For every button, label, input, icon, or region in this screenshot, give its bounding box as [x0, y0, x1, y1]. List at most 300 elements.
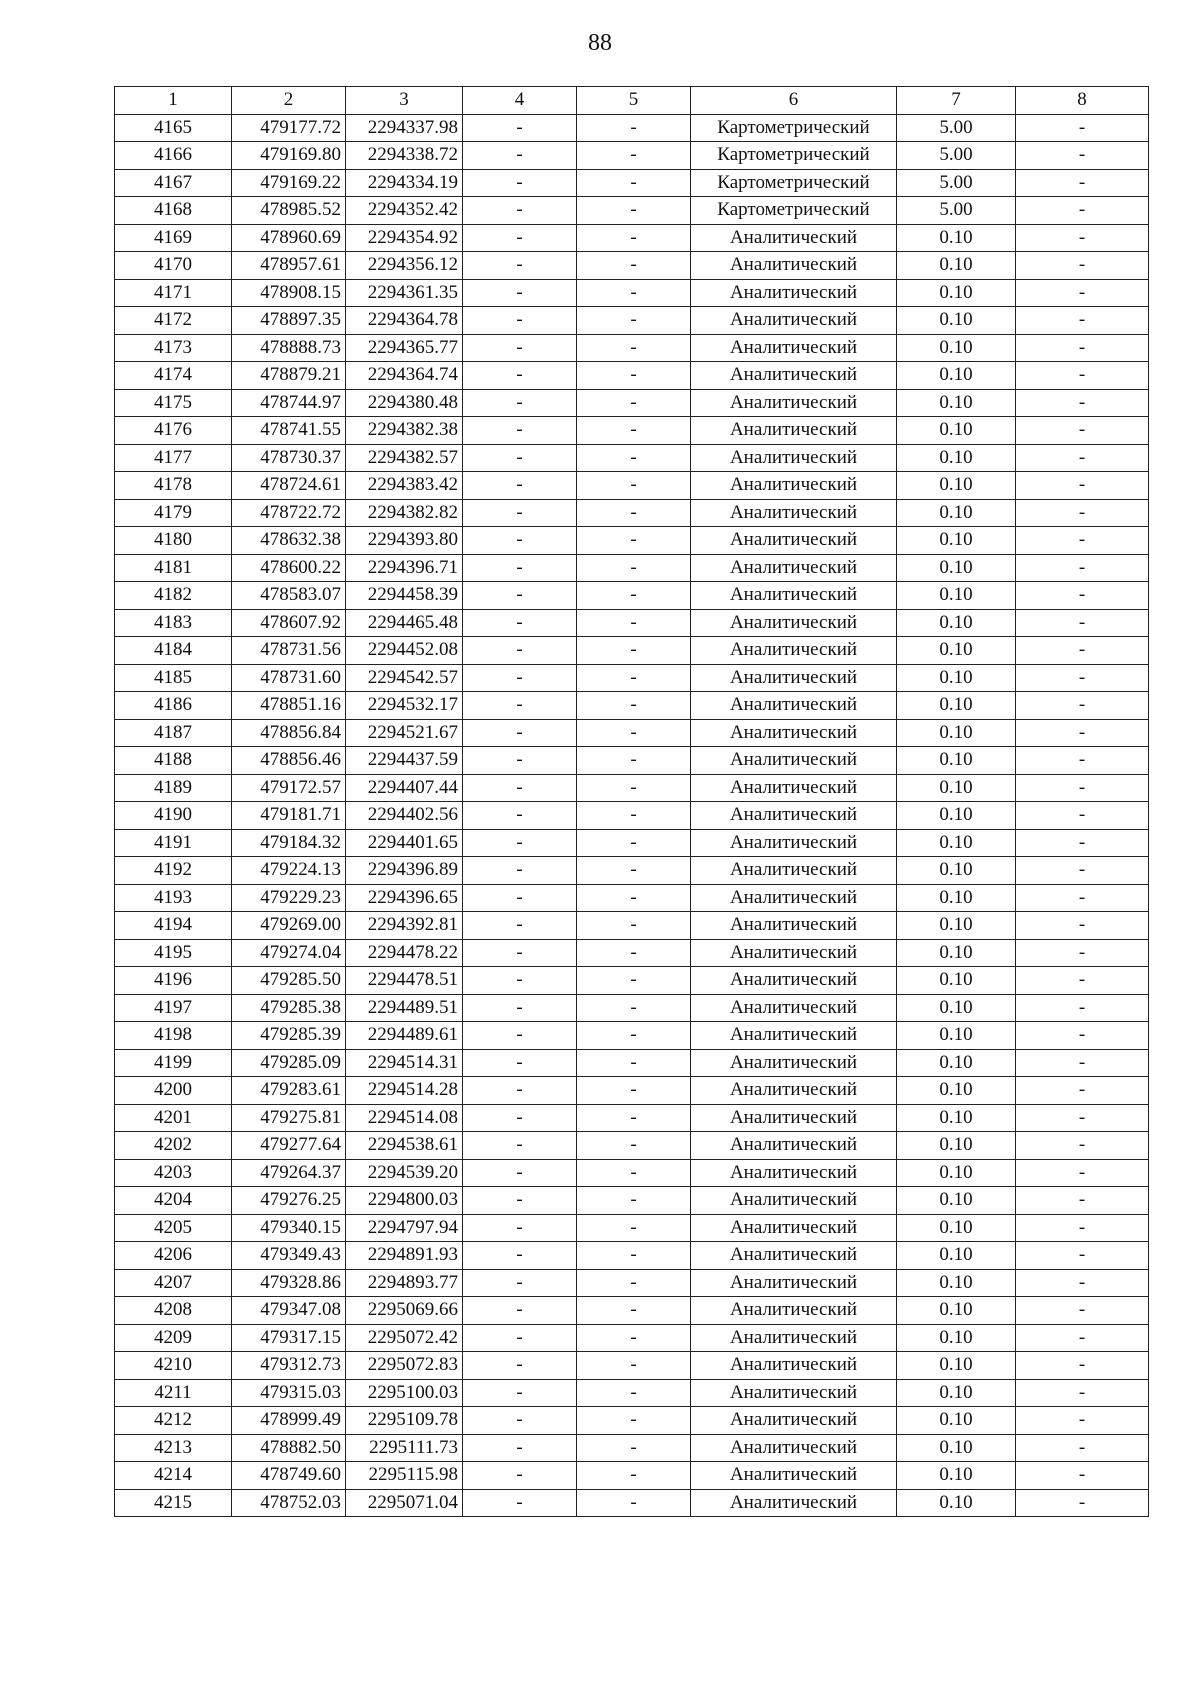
accuracy-cell: 0.10	[897, 1462, 1016, 1490]
table-row	[115, 1407, 1149, 1435]
column-5-cell: -	[577, 829, 691, 857]
x-coordinate-cell: 478960.69	[232, 224, 346, 252]
column-5-cell: -	[577, 582, 691, 610]
column-4-cell: -	[463, 582, 577, 610]
column-5-cell: -	[577, 747, 691, 775]
table-row	[115, 527, 1149, 555]
method-cell: Аналитический	[691, 884, 897, 912]
table-row	[115, 967, 1149, 995]
column-8-cell: -	[1016, 884, 1149, 912]
point-number-cell: 4189	[115, 774, 232, 802]
method-cell: Аналитический	[691, 747, 897, 775]
column-5-cell: -	[577, 197, 691, 225]
point-number-cell: 4196	[115, 967, 232, 995]
column-4-cell: -	[463, 1187, 577, 1215]
method-cell: Аналитический	[691, 939, 897, 967]
y-coordinate-cell: 2294478.51	[346, 967, 463, 995]
table-row	[115, 169, 1149, 197]
column-5-cell: -	[577, 252, 691, 280]
y-coordinate-cell: 2294402.56	[346, 802, 463, 830]
column-5-cell: -	[577, 279, 691, 307]
method-cell: Аналитический	[691, 389, 897, 417]
column-5-cell: -	[577, 1104, 691, 1132]
accuracy-cell: 0.10	[897, 252, 1016, 280]
column-header: 2	[232, 87, 346, 115]
x-coordinate-cell: 478985.52	[232, 197, 346, 225]
table-row	[115, 994, 1149, 1022]
method-cell: Аналитический	[691, 692, 897, 720]
column-4-cell: -	[463, 362, 577, 390]
column-8-cell: -	[1016, 719, 1149, 747]
column-8-cell: -	[1016, 417, 1149, 445]
accuracy-cell: 0.10	[897, 472, 1016, 500]
point-number-cell: 4210	[115, 1352, 232, 1380]
column-5-cell: -	[577, 1214, 691, 1242]
column-8-cell: -	[1016, 582, 1149, 610]
column-5-cell: -	[577, 554, 691, 582]
column-8-cell: -	[1016, 252, 1149, 280]
column-5-cell: -	[577, 774, 691, 802]
x-coordinate-cell: 479276.25	[232, 1187, 346, 1215]
column-header: 8	[1016, 87, 1149, 115]
table-row	[115, 1187, 1149, 1215]
column-4-cell: -	[463, 692, 577, 720]
column-5-cell: -	[577, 1022, 691, 1050]
accuracy-cell: 0.10	[897, 307, 1016, 335]
accuracy-cell: 0.10	[897, 417, 1016, 445]
column-4-cell: -	[463, 829, 577, 857]
x-coordinate-cell: 479347.08	[232, 1297, 346, 1325]
x-coordinate-cell: 478724.61	[232, 472, 346, 500]
point-number-cell: 4190	[115, 802, 232, 830]
accuracy-cell: 0.10	[897, 279, 1016, 307]
column-5-cell: -	[577, 417, 691, 445]
table-row	[115, 362, 1149, 390]
y-coordinate-cell: 2294532.17	[346, 692, 463, 720]
column-5-cell: -	[577, 169, 691, 197]
x-coordinate-cell: 478731.60	[232, 664, 346, 692]
column-5-cell: -	[577, 1269, 691, 1297]
column-5-cell: -	[577, 1297, 691, 1325]
column-8-cell: -	[1016, 994, 1149, 1022]
column-4-cell: -	[463, 719, 577, 747]
column-5-cell: -	[577, 1324, 691, 1352]
column-4-cell: -	[463, 664, 577, 692]
y-coordinate-cell: 2294893.77	[346, 1269, 463, 1297]
accuracy-cell: 0.10	[897, 1104, 1016, 1132]
y-coordinate-cell: 2294407.44	[346, 774, 463, 802]
method-cell: Аналитический	[691, 1462, 897, 1490]
y-coordinate-cell: 2294891.93	[346, 1242, 463, 1270]
method-cell: Картометрический	[691, 142, 897, 170]
column-4-cell: -	[463, 1379, 577, 1407]
point-number-cell: 4213	[115, 1434, 232, 1462]
column-8-cell: -	[1016, 1187, 1149, 1215]
method-cell: Аналитический	[691, 1269, 897, 1297]
x-coordinate-cell: 478607.92	[232, 609, 346, 637]
method-cell: Аналитический	[691, 307, 897, 335]
y-coordinate-cell: 2294489.61	[346, 1022, 463, 1050]
column-5-cell: -	[577, 1049, 691, 1077]
method-cell: Аналитический	[691, 1489, 897, 1517]
column-header: 3	[346, 87, 463, 115]
column-4-cell: -	[463, 884, 577, 912]
point-number-cell: 4169	[115, 224, 232, 252]
table-row	[115, 1352, 1149, 1380]
x-coordinate-cell: 478730.37	[232, 444, 346, 472]
point-number-cell: 4172	[115, 307, 232, 335]
column-8-cell: -	[1016, 1077, 1149, 1105]
point-number-cell: 4166	[115, 142, 232, 170]
table-row	[115, 389, 1149, 417]
x-coordinate-cell: 479349.43	[232, 1242, 346, 1270]
accuracy-cell: 0.10	[897, 637, 1016, 665]
x-coordinate-cell: 478882.50	[232, 1434, 346, 1462]
y-coordinate-cell: 2294382.82	[346, 499, 463, 527]
accuracy-cell: 0.10	[897, 747, 1016, 775]
y-coordinate-cell: 2295115.98	[346, 1462, 463, 1490]
method-cell: Аналитический	[691, 499, 897, 527]
column-5-cell: -	[577, 857, 691, 885]
method-cell: Аналитический	[691, 1104, 897, 1132]
y-coordinate-cell: 2294521.67	[346, 719, 463, 747]
column-5-cell: -	[577, 967, 691, 995]
column-8-cell: -	[1016, 1242, 1149, 1270]
column-8-cell: -	[1016, 1132, 1149, 1160]
y-coordinate-cell: 2294396.71	[346, 554, 463, 582]
point-number-cell: 4209	[115, 1324, 232, 1352]
table-row	[115, 637, 1149, 665]
x-coordinate-cell: 479229.23	[232, 884, 346, 912]
column-4-cell: -	[463, 527, 577, 555]
accuracy-cell: 0.10	[897, 1324, 1016, 1352]
point-number-cell: 4168	[115, 197, 232, 225]
point-number-cell: 4193	[115, 884, 232, 912]
accuracy-cell: 0.10	[897, 609, 1016, 637]
column-8-cell: -	[1016, 169, 1149, 197]
x-coordinate-cell: 478897.35	[232, 307, 346, 335]
column-4-cell: -	[463, 444, 577, 472]
column-8-cell: -	[1016, 279, 1149, 307]
column-header: 7	[897, 87, 1016, 115]
accuracy-cell: 5.00	[897, 142, 1016, 170]
column-4-cell: -	[463, 1077, 577, 1105]
method-cell: Аналитический	[691, 1297, 897, 1325]
x-coordinate-cell: 478856.84	[232, 719, 346, 747]
method-cell: Аналитический	[691, 1022, 897, 1050]
accuracy-cell: 0.10	[897, 499, 1016, 527]
x-coordinate-cell: 479285.39	[232, 1022, 346, 1050]
accuracy-cell: 0.10	[897, 719, 1016, 747]
column-5-cell: -	[577, 1077, 691, 1105]
x-coordinate-cell: 478752.03	[232, 1489, 346, 1517]
accuracy-cell: 0.10	[897, 224, 1016, 252]
x-coordinate-cell: 478632.38	[232, 527, 346, 555]
accuracy-cell: 0.10	[897, 527, 1016, 555]
y-coordinate-cell: 2295069.66	[346, 1297, 463, 1325]
table-row	[115, 1132, 1149, 1160]
point-number-cell: 4203	[115, 1159, 232, 1187]
column-8-cell: -	[1016, 1324, 1149, 1352]
column-8-cell: -	[1016, 1352, 1149, 1380]
y-coordinate-cell: 2294489.51	[346, 994, 463, 1022]
column-8-cell: -	[1016, 1407, 1149, 1435]
accuracy-cell: 5.00	[897, 197, 1016, 225]
accuracy-cell: 0.10	[897, 1187, 1016, 1215]
page-number: 88	[588, 30, 612, 56]
column-5-cell: -	[577, 1187, 691, 1215]
column-8-cell: -	[1016, 664, 1149, 692]
accuracy-cell: 0.10	[897, 362, 1016, 390]
method-cell: Аналитический	[691, 1352, 897, 1380]
column-header: 5	[577, 87, 691, 115]
column-4-cell: -	[463, 279, 577, 307]
table-row	[115, 224, 1149, 252]
column-8-cell: -	[1016, 1022, 1149, 1050]
method-cell: Аналитический	[691, 1187, 897, 1215]
accuracy-cell: 0.10	[897, 1159, 1016, 1187]
column-5-cell: -	[577, 444, 691, 472]
column-8-cell: -	[1016, 1214, 1149, 1242]
point-number-cell: 4192	[115, 857, 232, 885]
x-coordinate-cell: 479177.72	[232, 114, 346, 142]
column-5-cell: -	[577, 884, 691, 912]
point-number-cell: 4179	[115, 499, 232, 527]
column-8-cell: -	[1016, 554, 1149, 582]
column-8-cell: -	[1016, 197, 1149, 225]
column-8-cell: -	[1016, 747, 1149, 775]
accuracy-cell: 0.10	[897, 389, 1016, 417]
table-row	[115, 197, 1149, 225]
column-8-cell: -	[1016, 857, 1149, 885]
accuracy-cell: 0.10	[897, 829, 1016, 857]
accuracy-cell: 0.10	[897, 884, 1016, 912]
point-number-cell: 4170	[115, 252, 232, 280]
column-5-cell: -	[577, 994, 691, 1022]
method-cell: Картометрический	[691, 114, 897, 142]
column-4-cell: -	[463, 1214, 577, 1242]
table-row	[115, 279, 1149, 307]
x-coordinate-cell: 478957.61	[232, 252, 346, 280]
accuracy-cell: 0.10	[897, 1434, 1016, 1462]
column-4-cell: -	[463, 1242, 577, 1270]
x-coordinate-cell: 478741.55	[232, 417, 346, 445]
column-5-cell: -	[577, 664, 691, 692]
point-number-cell: 4195	[115, 939, 232, 967]
method-cell: Аналитический	[691, 774, 897, 802]
y-coordinate-cell: 2294514.08	[346, 1104, 463, 1132]
accuracy-cell: 0.10	[897, 1352, 1016, 1380]
x-coordinate-cell: 479312.73	[232, 1352, 346, 1380]
point-number-cell: 4178	[115, 472, 232, 500]
x-coordinate-cell: 478851.16	[232, 692, 346, 720]
y-coordinate-cell: 2294539.20	[346, 1159, 463, 1187]
table-row	[115, 1022, 1149, 1050]
y-coordinate-cell: 2294514.31	[346, 1049, 463, 1077]
y-coordinate-cell: 2294542.57	[346, 664, 463, 692]
column-4-cell: -	[463, 307, 577, 335]
column-4-cell: -	[463, 1159, 577, 1187]
column-4-cell: -	[463, 1434, 577, 1462]
accuracy-cell: 0.10	[897, 912, 1016, 940]
table-row	[115, 939, 1149, 967]
point-number-cell: 4200	[115, 1077, 232, 1105]
y-coordinate-cell: 2295109.78	[346, 1407, 463, 1435]
method-cell: Аналитический	[691, 1434, 897, 1462]
column-4-cell: -	[463, 1269, 577, 1297]
point-number-cell: 4212	[115, 1407, 232, 1435]
column-5-cell: -	[577, 1379, 691, 1407]
method-cell: Аналитический	[691, 1132, 897, 1160]
column-8-cell: -	[1016, 1434, 1149, 1462]
point-number-cell: 4182	[115, 582, 232, 610]
column-8-cell: -	[1016, 389, 1149, 417]
column-4-cell: -	[463, 747, 577, 775]
column-4-cell: -	[463, 1352, 577, 1380]
column-5-cell: -	[577, 1434, 691, 1462]
y-coordinate-cell: 2294800.03	[346, 1187, 463, 1215]
method-cell: Аналитический	[691, 829, 897, 857]
point-number-cell: 4188	[115, 747, 232, 775]
method-cell: Аналитический	[691, 362, 897, 390]
point-number-cell: 4215	[115, 1489, 232, 1517]
accuracy-cell: 5.00	[897, 114, 1016, 142]
column-4-cell: -	[463, 169, 577, 197]
column-8-cell: -	[1016, 114, 1149, 142]
column-8-cell: -	[1016, 472, 1149, 500]
x-coordinate-cell: 478744.97	[232, 389, 346, 417]
column-5-cell: -	[577, 527, 691, 555]
column-5-cell: -	[577, 224, 691, 252]
x-coordinate-cell: 478722.72	[232, 499, 346, 527]
accuracy-cell: 0.10	[897, 1297, 1016, 1325]
method-cell: Аналитический	[691, 554, 897, 582]
method-cell: Аналитический	[691, 1214, 897, 1242]
method-cell: Аналитический	[691, 224, 897, 252]
point-number-cell: 4201	[115, 1104, 232, 1132]
y-coordinate-cell: 2294458.39	[346, 582, 463, 610]
point-number-cell: 4176	[115, 417, 232, 445]
column-4-cell: -	[463, 389, 577, 417]
method-cell: Аналитический	[691, 444, 897, 472]
y-coordinate-cell: 2294797.94	[346, 1214, 463, 1242]
y-coordinate-cell: 2295072.42	[346, 1324, 463, 1352]
x-coordinate-cell: 479269.00	[232, 912, 346, 940]
accuracy-cell: 0.10	[897, 1132, 1016, 1160]
method-cell: Аналитический	[691, 334, 897, 362]
table-row	[115, 334, 1149, 362]
method-cell: Аналитический	[691, 1077, 897, 1105]
method-cell: Аналитический	[691, 857, 897, 885]
point-number-cell: 4199	[115, 1049, 232, 1077]
column-8-cell: -	[1016, 1104, 1149, 1132]
point-number-cell: 4183	[115, 609, 232, 637]
column-8-cell: -	[1016, 939, 1149, 967]
column-4-cell: -	[463, 1489, 577, 1517]
column-4-cell: -	[463, 912, 577, 940]
point-number-cell: 4180	[115, 527, 232, 555]
column-8-cell: -	[1016, 444, 1149, 472]
point-number-cell: 4181	[115, 554, 232, 582]
table-row	[115, 1489, 1149, 1517]
column-8-cell: -	[1016, 774, 1149, 802]
point-number-cell: 4208	[115, 1297, 232, 1325]
accuracy-cell: 0.10	[897, 582, 1016, 610]
point-number-cell: 4185	[115, 664, 232, 692]
point-number-cell: 4173	[115, 334, 232, 362]
x-coordinate-cell: 478749.60	[232, 1462, 346, 1490]
column-8-cell: -	[1016, 1297, 1149, 1325]
table-row	[115, 774, 1149, 802]
column-4-cell: -	[463, 637, 577, 665]
y-coordinate-cell: 2294478.22	[346, 939, 463, 967]
column-4-cell: -	[463, 142, 577, 170]
column-8-cell: -	[1016, 609, 1149, 637]
x-coordinate-cell: 478999.49	[232, 1407, 346, 1435]
point-number-cell: 4175	[115, 389, 232, 417]
table-row	[115, 692, 1149, 720]
x-coordinate-cell: 479328.86	[232, 1269, 346, 1297]
table-row	[115, 417, 1149, 445]
column-4-cell: -	[463, 197, 577, 225]
accuracy-cell: 0.10	[897, 692, 1016, 720]
accuracy-cell: 0.10	[897, 1489, 1016, 1517]
column-4-cell: -	[463, 1132, 577, 1160]
column-8-cell: -	[1016, 1159, 1149, 1187]
column-8-cell: -	[1016, 1462, 1149, 1490]
x-coordinate-cell: 478583.07	[232, 582, 346, 610]
method-cell: Аналитический	[691, 252, 897, 280]
x-coordinate-cell: 479172.57	[232, 774, 346, 802]
y-coordinate-cell: 2294393.80	[346, 527, 463, 555]
accuracy-cell: 0.10	[897, 857, 1016, 885]
method-cell: Аналитический	[691, 802, 897, 830]
accuracy-cell: 0.10	[897, 444, 1016, 472]
table-row	[115, 1077, 1149, 1105]
column-8-cell: -	[1016, 829, 1149, 857]
table-row	[115, 499, 1149, 527]
column-4-cell: -	[463, 1324, 577, 1352]
column-8-cell: -	[1016, 692, 1149, 720]
x-coordinate-cell: 479285.50	[232, 967, 346, 995]
point-number-cell: 4206	[115, 1242, 232, 1270]
table-row	[115, 1324, 1149, 1352]
column-8-cell: -	[1016, 362, 1149, 390]
x-coordinate-cell: 479283.61	[232, 1077, 346, 1105]
x-coordinate-cell: 479224.13	[232, 857, 346, 885]
accuracy-cell: 0.10	[897, 664, 1016, 692]
y-coordinate-cell: 2294337.98	[346, 114, 463, 142]
x-coordinate-cell: 479340.15	[232, 1214, 346, 1242]
column-8-cell: -	[1016, 1489, 1149, 1517]
point-number-cell: 4205	[115, 1214, 232, 1242]
x-coordinate-cell: 479285.38	[232, 994, 346, 1022]
y-coordinate-cell: 2295111.73	[346, 1434, 463, 1462]
column-4-cell: -	[463, 1022, 577, 1050]
y-coordinate-cell: 2294392.81	[346, 912, 463, 940]
y-coordinate-cell: 2294356.12	[346, 252, 463, 280]
method-cell: Аналитический	[691, 582, 897, 610]
point-number-cell: 4204	[115, 1187, 232, 1215]
column-8-cell: -	[1016, 967, 1149, 995]
point-number-cell: 4186	[115, 692, 232, 720]
accuracy-cell: 0.10	[897, 994, 1016, 1022]
y-coordinate-cell: 2294396.65	[346, 884, 463, 912]
table-row	[115, 912, 1149, 940]
y-coordinate-cell: 2294338.72	[346, 142, 463, 170]
y-coordinate-cell: 2294380.48	[346, 389, 463, 417]
table-row	[115, 1297, 1149, 1325]
